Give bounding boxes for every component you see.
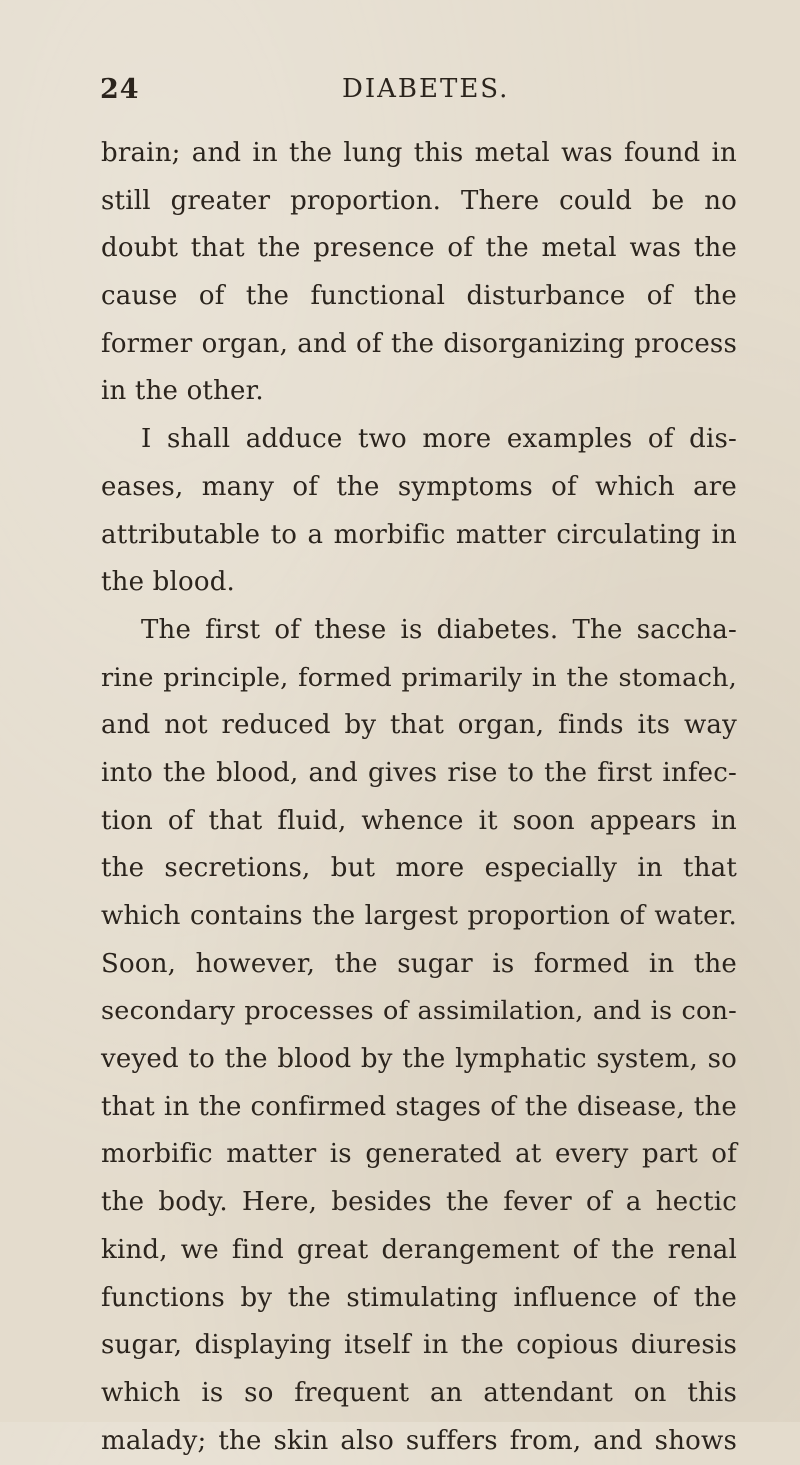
text-line: attributable to a morbific matter circulating in	[101, 519, 737, 550]
text-line: that in the confirmed stages of the disease, the	[101, 1091, 737, 1122]
text-line: which contains the largest proportion of water.	[101, 901, 737, 931]
text-line: the blood.	[101, 567, 236, 598]
text-line: cause of the functional disturbance of the	[101, 281, 737, 312]
text-line: tion of that fluid, whence it soon appears in	[101, 805, 737, 836]
running-title: DIABETES.	[342, 74, 510, 104]
text-line: the body. Here, besides the fever of a hectic	[101, 1187, 737, 1218]
text-line: in the other.	[101, 376, 264, 407]
text-line: into the blood, and gives rise to the first infec-	[101, 757, 737, 788]
text-line: The first of these is diabetes. The saccha-	[141, 614, 737, 645]
text-line: kind, we find great derangement of the renal	[101, 1234, 737, 1265]
text-line: which is so frequent an attendant on this	[101, 1377, 737, 1408]
text-line: doubt that the presence of the metal was the	[101, 233, 737, 264]
text-line: eases, many of the symptoms of which are	[101, 471, 737, 502]
text-line: I shall adduce two more examples of dis-	[141, 424, 737, 455]
body-text	[101, 130, 737, 1465]
text-line: former organ, and of the disorganizing process	[101, 328, 737, 359]
page-number: 24	[100, 74, 140, 105]
text-line: and not reduced by that organ, finds its way	[101, 710, 737, 741]
text-line: rine principle, formed primarily in the stomach,	[101, 662, 737, 693]
text-line: veyed to the blood by the lymphatic system, so	[101, 1044, 737, 1075]
text-line: morbific matter is generated at every part of	[101, 1139, 737, 1170]
text-line: still greater proportion. There could be no	[101, 185, 737, 216]
text-line: sugar, displaying itself in the copious diuresis	[101, 1330, 737, 1361]
running-head	[0, 74, 800, 114]
text-line: secondary processes of assimilation, and is con-	[101, 996, 737, 1027]
text-line: functions by the stimulating influence of the	[101, 1282, 737, 1313]
text-line: brain; and in the lung this metal was found in	[101, 138, 737, 168]
text-line: Soon, however, the sugar is formed in the	[101, 948, 737, 979]
text-line: malady; the skin also suffers from, and shows	[101, 1425, 737, 1456]
text-line: the secretions, but more especially in that	[101, 853, 737, 884]
